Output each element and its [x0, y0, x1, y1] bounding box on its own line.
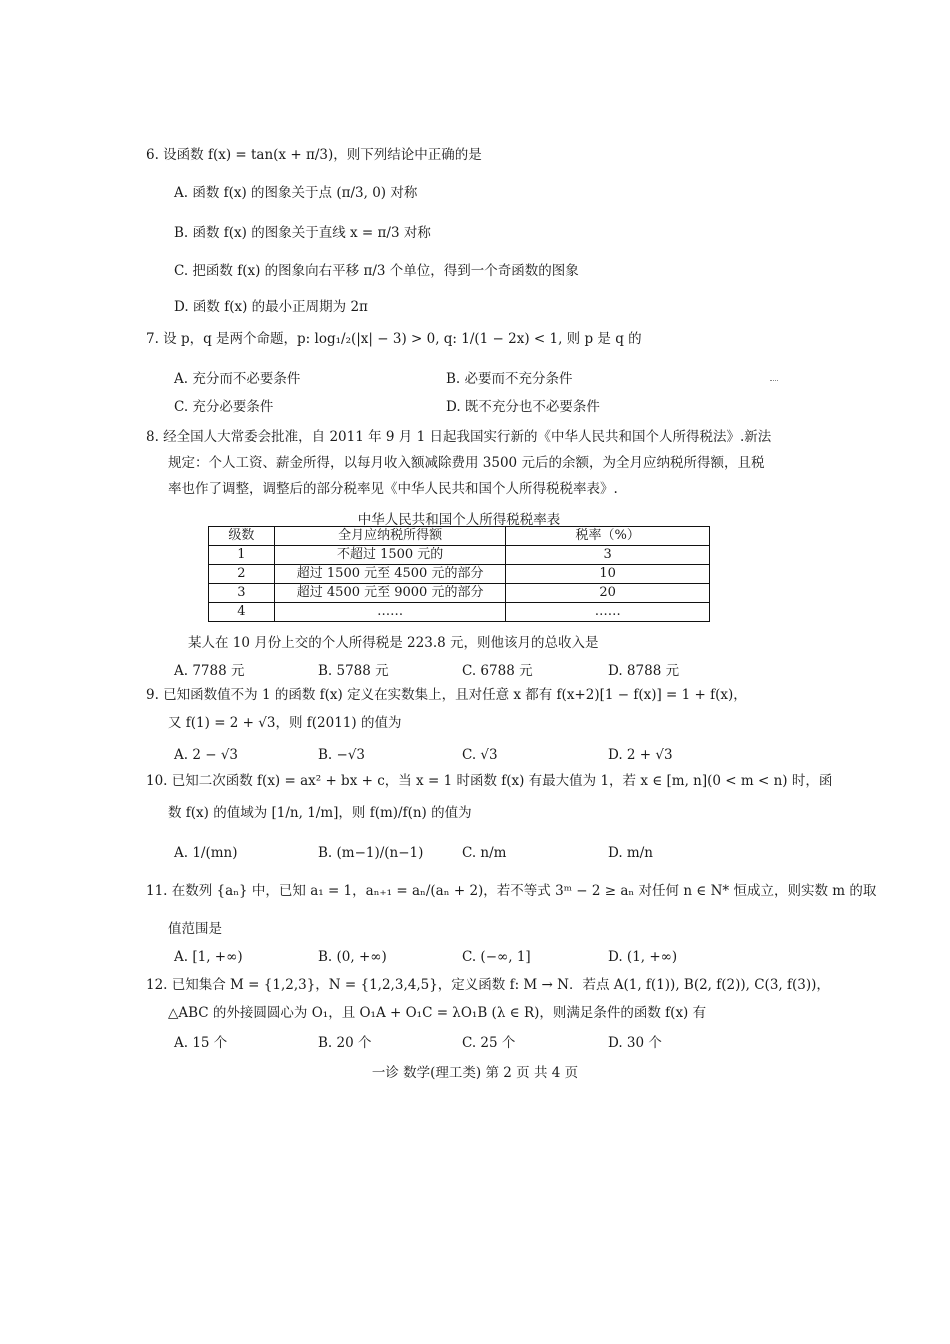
q7-option-b: B. 必要而不充分条件 [446, 371, 573, 387]
q8-option-d: D. 8788 元 [608, 663, 680, 679]
table-header-cell: 税率（%） [506, 527, 710, 546]
table-cell: 4 [209, 603, 275, 622]
q10-stem-line-1: 10. 已知二次函数 f(x) = ax² + bx + c，当 x = 1 时函数 f(x) 有最大值为 1，若 x ∈ [m, n](0 < m < n) 时，函 [146, 773, 833, 789]
q10-option-b: B. (m−1)/(n−1) [318, 845, 424, 861]
q8-stem-line-2: 规定：个人工资、薪金所得，以每月收入额减除费用 3500 元后的余额，为全月应纳税所得额，且税 [168, 455, 765, 471]
table-row [209, 546, 710, 565]
q9-option-b: B. −√3 [318, 747, 366, 763]
q8-option-b: B. 5788 元 [318, 663, 389, 679]
q12-stem-line-2: △ABC 的外接圆圆心为 O₁，且 O₁A + O₁C = λO₁B (λ ∈ R)，则满足条件的函数 f(x) 有 [168, 1005, 707, 1021]
q11-option-d: D. (1, +∞) [608, 949, 678, 965]
q10-stem-line-2: 数 f(x) 的值域为 [1/n, 1/m]，则 f(m)/f(n) 的值为 [168, 805, 472, 821]
table-row [209, 584, 710, 603]
q6-option-b: B. 函数 f(x) 的图象关于直线 x = π/3 对称 [174, 225, 431, 241]
table-row [209, 565, 710, 584]
table-header-cell: 全月应纳税所得额 [274, 527, 506, 546]
q9-option-a: A. 2 − √3 [174, 747, 239, 763]
q6-option-c: C. 把函数 f(x) 的图象向右平移 π/3 个单位，得到一个奇函数的图象 [174, 263, 579, 279]
scan-speck [770, 380, 778, 384]
q11-option-b: B. (0, +∞) [318, 949, 387, 965]
table-cell: …… [506, 603, 710, 622]
table-cell: 超过 1500 元至 4500 元的部分 [274, 565, 506, 584]
table-cell: 1 [209, 546, 275, 565]
table-cell: 3 [209, 584, 275, 603]
q7-option-c: C. 充分必要条件 [174, 399, 274, 415]
table-header-cell: 级数 [209, 527, 275, 546]
table-cell: 不超过 1500 元的 [274, 546, 506, 565]
tax-rate-table [208, 526, 710, 622]
q8-option-c: C. 6788 元 [462, 663, 533, 679]
q6-option-d: D. 函数 f(x) 的最小正周期为 2π [174, 299, 368, 315]
table-header-row [209, 527, 710, 546]
q9-option-c: C. √3 [462, 747, 498, 763]
q6-stem: 6. 设函数 f(x) = tan(x + π/3)，则下列结论中正确的是 [146, 147, 482, 163]
q12-stem-line-1: 12. 已知集合 M = {1,2,3}，N = {1,2,3,4,5}，定义函数 f: M → N．若点 A(1, f(1)), B(2, f(2)), C(3, f(3))， [146, 977, 830, 993]
table-cell: 3 [506, 546, 710, 565]
table-row [209, 603, 710, 622]
q9-option-d: D. 2 + √3 [608, 747, 673, 763]
q9-stem-line-1: 9. 已知函数值不为 1 的函数 f(x) 定义在实数集上，且对任意 x 都有 f(x+2)[1 − f(x)] = 1 + f(x)， [146, 687, 747, 703]
q12-option-b: B. 20 个 [318, 1035, 372, 1051]
tax-table-caption: 中华人民共和国个人所得税税率表 [357, 512, 561, 528]
q12-option-c: C. 25 个 [462, 1035, 516, 1051]
q8-stem-line-3: 率也作了调整，调整后的部分税率见《中华人民共和国个人所得税税率表》. [168, 481, 618, 497]
q10-option-d: D. m/n [608, 845, 653, 861]
q8-stem-line-1: 8. 经全国人大常委会批准，自 2011 年 9 月 1 日起我国实行新的《中华人民共和国个人所得税法》.新法 [146, 429, 772, 445]
q11-option-a: A. [1, +∞) [174, 949, 243, 965]
q7-option-a: A. 充分而不必要条件 [174, 371, 301, 387]
q12-option-d: D. 30 个 [608, 1035, 662, 1051]
q10-option-a: A. 1/(mn) [174, 845, 238, 861]
q11-stem-line-2: 值范围是 [168, 921, 222, 937]
table-cell: 10 [506, 565, 710, 584]
q9-stem-line-2: 又 f(1) = 2 + √3，则 f(2011) 的值为 [168, 715, 402, 731]
q11-option-c: C. (−∞, 1] [462, 949, 531, 965]
q7-stem: 7. 设 p，q 是两个命题，p: log₁/₂(|x| − 3) > 0, q: 1/(1 − 2x) < 1, 则 p 是 q 的 [146, 331, 642, 347]
table-cell: 20 [506, 584, 710, 603]
table-cell: 超过 4500 元至 9000 元的部分 [274, 584, 506, 603]
q8-question: 某人在 10 月份上交的个人所得税是 223.8 元，则他该月的总收入是 [188, 635, 599, 651]
q11-stem-line-1: 11. 在数列 {aₙ} 中，已知 a₁ = 1，aₙ₊₁ = aₙ/(aₙ + 2)，若不等式 3ᵐ − 2 ≥ aₙ 对任何 n ∈ N* 恒成立，则实数 m 的取 [146, 883, 877, 899]
table-cell: 2 [209, 565, 275, 584]
q12-option-a: A. 15 个 [174, 1035, 228, 1051]
q7-option-d: D. 既不充分也不必要条件 [446, 399, 600, 415]
page-footer: 一诊 数学(理工类) 第 2 页 共 4 页 [371, 1065, 579, 1081]
table-cell: …… [274, 603, 506, 622]
q10-option-c: C. n/m [462, 845, 507, 861]
q6-option-a: A. 函数 f(x) 的图象关于点 (π/3, 0) 对称 [174, 185, 418, 201]
q8-option-a: A. 7788 元 [174, 663, 245, 679]
